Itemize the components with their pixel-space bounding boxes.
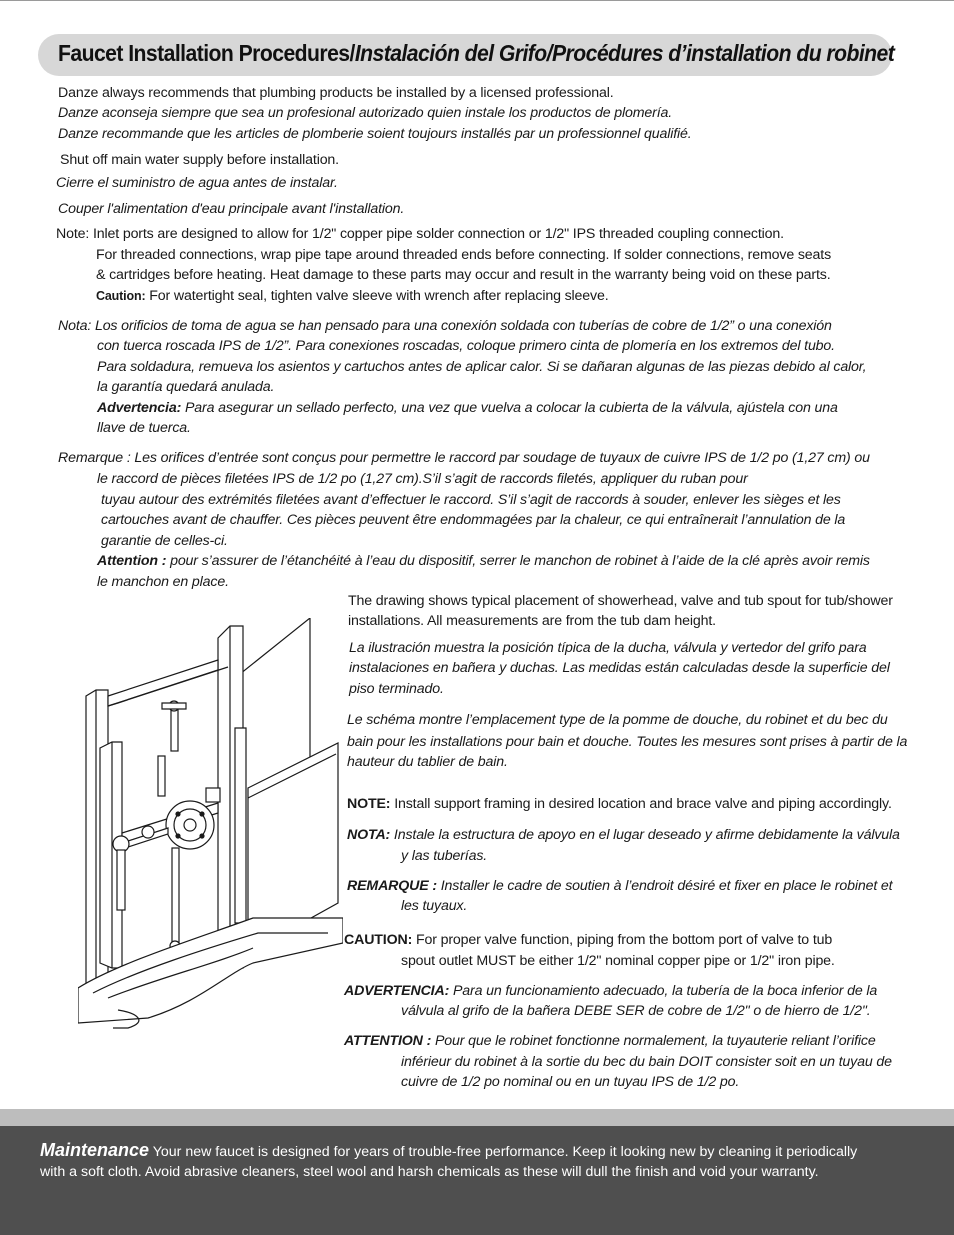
- drawing-fr-line2: bain pour les installations pour bain et douche. Toutes les mesures sont prises à partir de la: [347, 734, 908, 750]
- caution-es-line2: válvula al grifo de la bañera DEBE SER de cobre de 1/2" o de hierro de 1/2".: [401, 1003, 871, 1019]
- recommend-es: Danze aconseja siempre que sea un profesional autorizado quien instale los productos de plomería.: [58, 105, 673, 121]
- warning-text: Para asegurar un sellado perfecto, una vez que vuelva a colocar la cubierta de la válvula, ajústela con una: [184, 400, 838, 416]
- note-fr-line4: cartouches avant de chauffer. Ces pièces peuvent être endommagées par la chaleur, ce qui entraînerait l’annulation de la: [101, 512, 846, 528]
- note-fr-line5: garantie de celles-ci.: [101, 533, 228, 549]
- page-title: [58, 40, 895, 67]
- framing-note-label: NOTE:: [347, 796, 391, 812]
- note-es-warning-line2: llave de tuerca.: [97, 420, 191, 436]
- top-rule: [0, 0, 954, 1]
- drawing-en-line2: installations. All measurements are from the tub dam height.: [348, 613, 716, 629]
- framing-nota-label: NOTA:: [347, 827, 391, 843]
- shutoff-fr: Couper l'alimentation d'eau principale avant l'installation.: [58, 201, 405, 217]
- maintenance-band: [0, 1109, 954, 1126]
- caution-es-text: Para un funcionamiento adecuado, la tubería de la boca inferior de la: [452, 983, 878, 999]
- drawing-es-line2: instalaciones en bañera y duchas. Las medidas están calculadas desde la superficie del: [349, 660, 890, 676]
- note-label: Note:: [56, 226, 90, 242]
- caution-en: [344, 930, 832, 950]
- note-en-line1: [56, 224, 784, 244]
- note-fr-line3: tuyau autour des extrémités filetées avant d’effectuer le raccord. S’il s’agit de raccords à souder, enlever les sièges et les: [101, 492, 841, 508]
- note-fr-line2: le raccord de pièces filetées IPS de 1/2 po (1,27 cm).S’il s’agit de raccords filetés, appliquer du ruban pour: [97, 471, 748, 487]
- framing-note-en: [347, 794, 892, 814]
- note-en-line2: For threaded connections, wrap pipe tape around threaded ends before connecting. If solder connections, remove seats: [96, 247, 832, 263]
- caution-es-label: ADVERTENCIA:: [344, 983, 450, 999]
- maintenance-title: Maintenance: [40, 1140, 150, 1160]
- caution-en-line2: spout outlet MUST be either 1/2" nominal copper pipe or 1/2" iron pipe.: [401, 953, 835, 969]
- caution-fr-line3: cuivre de 1/2 po nominal ou en un tuyau IPS de 1/2 po.: [401, 1074, 740, 1090]
- note-text: Inlet ports are designed to allow for 1/2" copper pipe solder connection or 1/2" IPS threaded coupling connection.: [92, 226, 784, 242]
- shutoff-es: Cierre el suministro de agua antes de instalar.: [56, 175, 338, 191]
- framing-note-es: [347, 825, 900, 845]
- note-en-line3: & cartridges before heating. Heat damage to these parts may occur and result in the warranty being void on these parts.: [96, 267, 831, 283]
- note-en-caution: [96, 286, 609, 306]
- note-es-line4: la garantía quedará anulada.: [97, 379, 275, 395]
- drawing-en-line1: The drawing shows typical placement of showerhead, valve and tub spout for tub/shower: [348, 593, 893, 609]
- caution-en-label: CAUTION:: [344, 932, 413, 948]
- caution-fr-label: ATTENTION :: [344, 1033, 432, 1049]
- maintenance-text-line2: with a soft cloth. Avoid abrasive cleaners, steel wool and harsh chemicals as these will dull the finish and void your warranty.: [40, 1164, 819, 1180]
- framing-note-es-line2: y las tuberías.: [401, 848, 488, 864]
- drawing-es-line1: La ilustración muestra la posición típica de la ducha, válvula y vertedor del grifo para: [349, 640, 867, 656]
- note-es-line2: con tuerca roscada IPS de 1/2”. Para conexiones roscadas, coloque primero cinta de plomería en los extremos del tubo.: [97, 338, 835, 354]
- caution-fr: [344, 1031, 876, 1051]
- maintenance-text-line1: Your new faucet is designed for years of trouble-free performance. Keep it looking new by cleaning it periodically: [149, 1144, 858, 1160]
- shutoff-en: Shut off main water supply before installation.: [60, 152, 339, 168]
- framing-note-fr: [347, 876, 892, 896]
- caution-es: [344, 981, 877, 1001]
- attention-label: Attention :: [97, 553, 167, 569]
- warning-label: Advertencia:: [97, 400, 182, 416]
- maintenance-text: [40, 1140, 940, 1182]
- title-spanish-french: Instalación del Grifo/Procédures d’installation du robinet: [354, 40, 895, 66]
- framing-note-fr-line2: les tuyaux.: [401, 898, 468, 914]
- caution-text: For watertight seal, tighten valve sleeve with wrench after replacing sleeve.: [149, 288, 609, 304]
- note-es-line3: Para soldadura, remueva los asientos y cartuchos antes de aplicar calor. Si se dañaran algunas de las piezas debido al calor,: [97, 359, 867, 375]
- drawing-fr-line3: hauteur du tablier de bain.: [347, 754, 508, 770]
- drawing-es-line3: piso terminado.: [349, 681, 444, 697]
- maintenance-section: [0, 1126, 954, 1235]
- drawing-fr-line1: Le schéma montre l’emplacement type de la pomme de douche, du robinet et du bec du: [347, 712, 888, 728]
- framing-nota-text: Instale la estructura de apoyo en el lugar deseado y afirme debidamente la válvula: [393, 827, 900, 843]
- framing-remarque-label: REMARQUE :: [347, 878, 437, 894]
- title-english: Faucet Installation Procedures/: [58, 40, 355, 66]
- installation-diagram: [78, 618, 343, 1033]
- caution-label: Caution:: [96, 289, 146, 303]
- caution-en-text: For proper valve function, piping from the bottom port of valve to tub: [415, 932, 833, 948]
- note-fr-line1: Remarque : Les orifices d’entrée sont conçus pour permettre le raccord par soudage de tuyaux de cuivre IPS de 1/2 po (1,27 cm) ou: [58, 450, 870, 466]
- attention-text: pour s’assurer de l’étanchéité à l’eau du dispositif, serrer le manchon de robinet à l’aide de la clé après avoir remis: [170, 553, 870, 569]
- recommend-fr: Danze recommande que les articles de plomberie soient toujours installés par un professionnel qualifié.: [58, 126, 692, 142]
- note-fr-attention: [97, 551, 870, 571]
- framing-remarque-text: Installer le cadre de soutien à l’endroit désiré et fixer en place le robinet et: [440, 878, 893, 894]
- note-fr-attention-line2: le manchon en place.: [97, 574, 229, 590]
- note-es-warning: [97, 398, 838, 418]
- caution-fr-line2: inférieur du robinet à la sortie du bec du bain DOIT consister soit en un tuyau de: [401, 1054, 892, 1070]
- note-es-line1: Nota: Los orificios de toma de agua se han pensado para una conexión soldada con tuberías de cobre de 1/2” o una conexión: [58, 318, 832, 334]
- caution-fr-text: Pour que le robinet fonctionne normalement, la tuyauterie reliant l’orifice: [434, 1033, 876, 1049]
- framing-note-text: Install support framing in desired location and brace valve and piping accordingly.: [394, 796, 892, 812]
- recommend-en: Danze always recommends that plumbing products be installed by a licensed professional.: [58, 85, 614, 101]
